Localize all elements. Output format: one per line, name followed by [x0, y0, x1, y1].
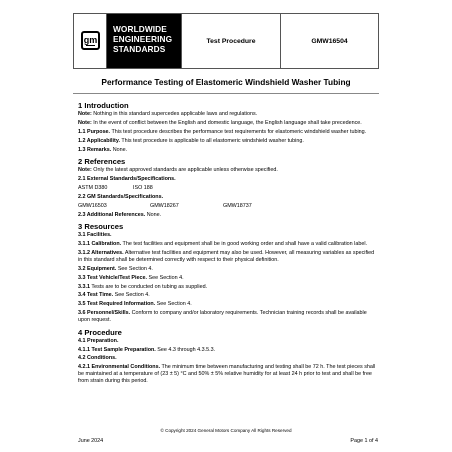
paragraph: 3.5 Test Required Information. See Section 4. [78, 301, 192, 308]
brand-cell [107, 14, 182, 68]
reference-item: ASTM D380 [78, 185, 108, 192]
brand-line: WORLDWIDE [113, 24, 167, 34]
paragraph: 1.2 Applicability. This test procedure is applicable to all elastomeric windshield washer tubing. [78, 137, 304, 144]
reference-item: GMW18737 [223, 202, 252, 209]
doc-number: GMW16504 [311, 38, 348, 45]
paragraph: 4.2.1 Environmental Conditions. The minimum time between manufacturing and testing shall be 72 h. The test pieces shall be maintained at a temperature of (23 ± 5) °C and 50% ± 5% relative humidity for at least 24 h prior to test and shall be free from strain during this period. [78, 364, 376, 384]
paragraph: Note: Nothing in this standard supercedes applicable laws and regulations. [78, 111, 258, 117]
reference-row [78, 203, 378, 210]
doc-number-cell [281, 14, 378, 68]
paragraph: 1.1 Purpose. This test procedure describes the performance test requirements for elastomeric windshield washer tubing. [78, 128, 367, 135]
reference-item: GMW16503 [78, 202, 107, 209]
paragraph: Note: In the event of conflict between the English and domestic language, the English language shall take precedence. [78, 119, 362, 126]
section-heading: 1 Introduction [78, 101, 129, 110]
reference-item: GMW18267 [150, 202, 179, 209]
subheading: 2.1 External Standards/Specifications. [78, 176, 176, 183]
section-heading: 4 Procedure [78, 327, 122, 337]
brand-line: ENGINEERING [113, 34, 173, 44]
title-divider [73, 93, 379, 94]
logo-cell [74, 14, 107, 68]
document-body [78, 101, 378, 387]
footer-date: June 2024 [78, 438, 104, 444]
paragraph: 3.1.1 Calibration. The test facilities and equipment shall be in good working order and shall have a valid calibration label. [78, 241, 368, 248]
brand-text [113, 24, 172, 54]
copyright-notice: © Copyright 2024 General Motors Company All Rights Reserved [160, 428, 292, 433]
paragraph: 3.3 Test Vehicle/Test Piece. See Section 4. [78, 274, 184, 281]
gm-logo-icon: gm [81, 31, 100, 50]
page-number: Page 1 of 4 [350, 438, 378, 444]
subheading: 3.1 Facilities. [78, 232, 112, 239]
subheading: 4.2 Conditions. [78, 355, 117, 362]
paragraph: Note: Only the latest approved standards are applicable unless otherwise specified. [78, 167, 278, 174]
document-title: Performance Testing of Elastomeric Windshield Washer Tubing [101, 77, 351, 87]
reference-item: ISO 188 [133, 185, 153, 192]
paragraph: 3.1.2 Alternatives. Alternative test facilities and equipment may also be used. However, all measuring variables as specified in this standard shall be determined correctly with respect to their physical definition. [78, 250, 375, 263]
doc-type: Test Procedure [206, 38, 256, 45]
paragraph: 2.3 Additional References. None. [78, 211, 162, 218]
subheading: 4.1 Preparation. [78, 337, 119, 344]
paragraph: 3.3.1 Tests are to be conducted on tubing as supplied. [78, 283, 208, 290]
paragraph: 3.6 Personnel/Skills. Conform to company and/or laboratory requirements. Technician training records shall be available upon request. [78, 310, 367, 323]
brand-line: STANDARDS [113, 44, 166, 54]
paragraph: 4.1.1 Test Sample Preparation. See 4.3 through 4.3.5.3. [78, 346, 216, 353]
section-heading: 3 Resources [78, 222, 124, 232]
reference-row [78, 185, 378, 192]
paragraph: 3.4 Test Time. See Section 4. [78, 292, 150, 299]
subheading: 2.2 GM Standards/Specifications. [78, 193, 164, 200]
paragraph: 1.3 Remarks. None. [78, 146, 128, 153]
doc-type-cell [182, 14, 281, 68]
paragraph: 3.2 Equipment. See Section 4. [78, 265, 153, 272]
section-heading: 2 References [78, 157, 126, 167]
header-table [73, 13, 379, 69]
